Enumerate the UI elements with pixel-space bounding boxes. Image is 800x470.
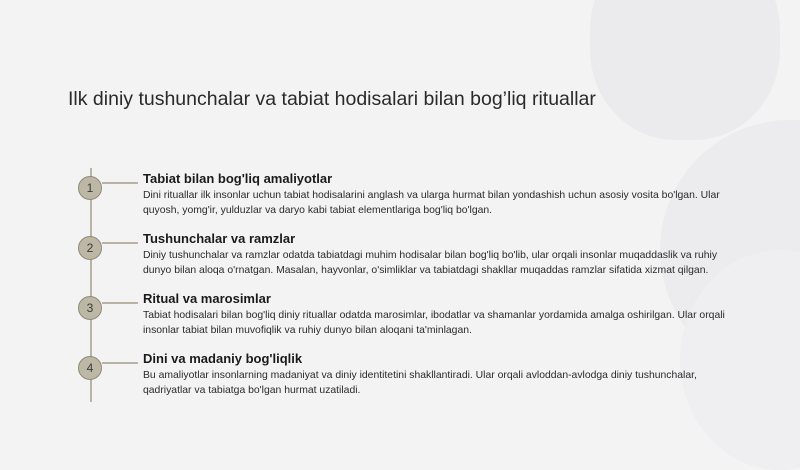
step-number-marker: 4	[78, 356, 102, 380]
step-connector	[102, 302, 138, 304]
step-number-marker: 2	[78, 236, 102, 260]
step-number-marker: 3	[78, 296, 102, 320]
step-description: Diniy tushunchalar va ramzlar odatda tabiatdagi muhim hodisalar bilan bog'liq bo'lib, ular orqali insonlar muqaddaslik va ruhiy dunyo bilan aloqa o'rnatgan. Masalan, hayvonlar, o'simliklar va tabiatdagi shakllar muqaddas ramzlar sifatida xizmat qilgan.	[143, 250, 718, 276]
step-connector	[102, 182, 138, 184]
step-title: Tabiat bilan bog'liq amaliyotlar	[143, 171, 333, 186]
step-connector	[102, 362, 138, 364]
step-title: Tushunchalar va ramzlar	[143, 231, 296, 246]
step-number-marker: 1	[78, 176, 102, 200]
step-description: Tabiat hodisalari bilan bog'liq diniy rituallar odatda marosimlar, ibodatlar va shamanlar yordamida amalga oshirilgan. Ular orqali insonlar tabiat bilan muvofiqlik va ruhiy dunyo bilan aloqani ta'minlagan.	[143, 310, 725, 336]
slide-title: Ilk diniy tushunchalar va tabiat hodisalari bilan bog’liq rituallar	[68, 88, 596, 111]
step-title: Ritual va marosimlar	[143, 291, 271, 306]
background-shape	[590, 0, 780, 140]
step-description: Dini rituallar ilk insonlar uchun tabiat hodisalarini anglash va ularga hurmat bilan yondashish uchun asosiy vosita bo'lgan. Ular quyosh, yomg'ir, yulduzlar va daryo kabi tabiat elementlariga bog'liq bo'lgan.	[143, 190, 720, 216]
step-title: Dini va madaniy bog'liqlik	[143, 351, 303, 366]
step-connector	[102, 242, 138, 244]
step-description: Bu amaliyotlar insonlarning madaniyat va diniy identitetini shakllantiradi. Ular orqali avloddan-avlodga diniy tushunchalar, qadriyatlar va tabiatga bo'lgan hurmat uzatiladi.	[143, 370, 697, 396]
